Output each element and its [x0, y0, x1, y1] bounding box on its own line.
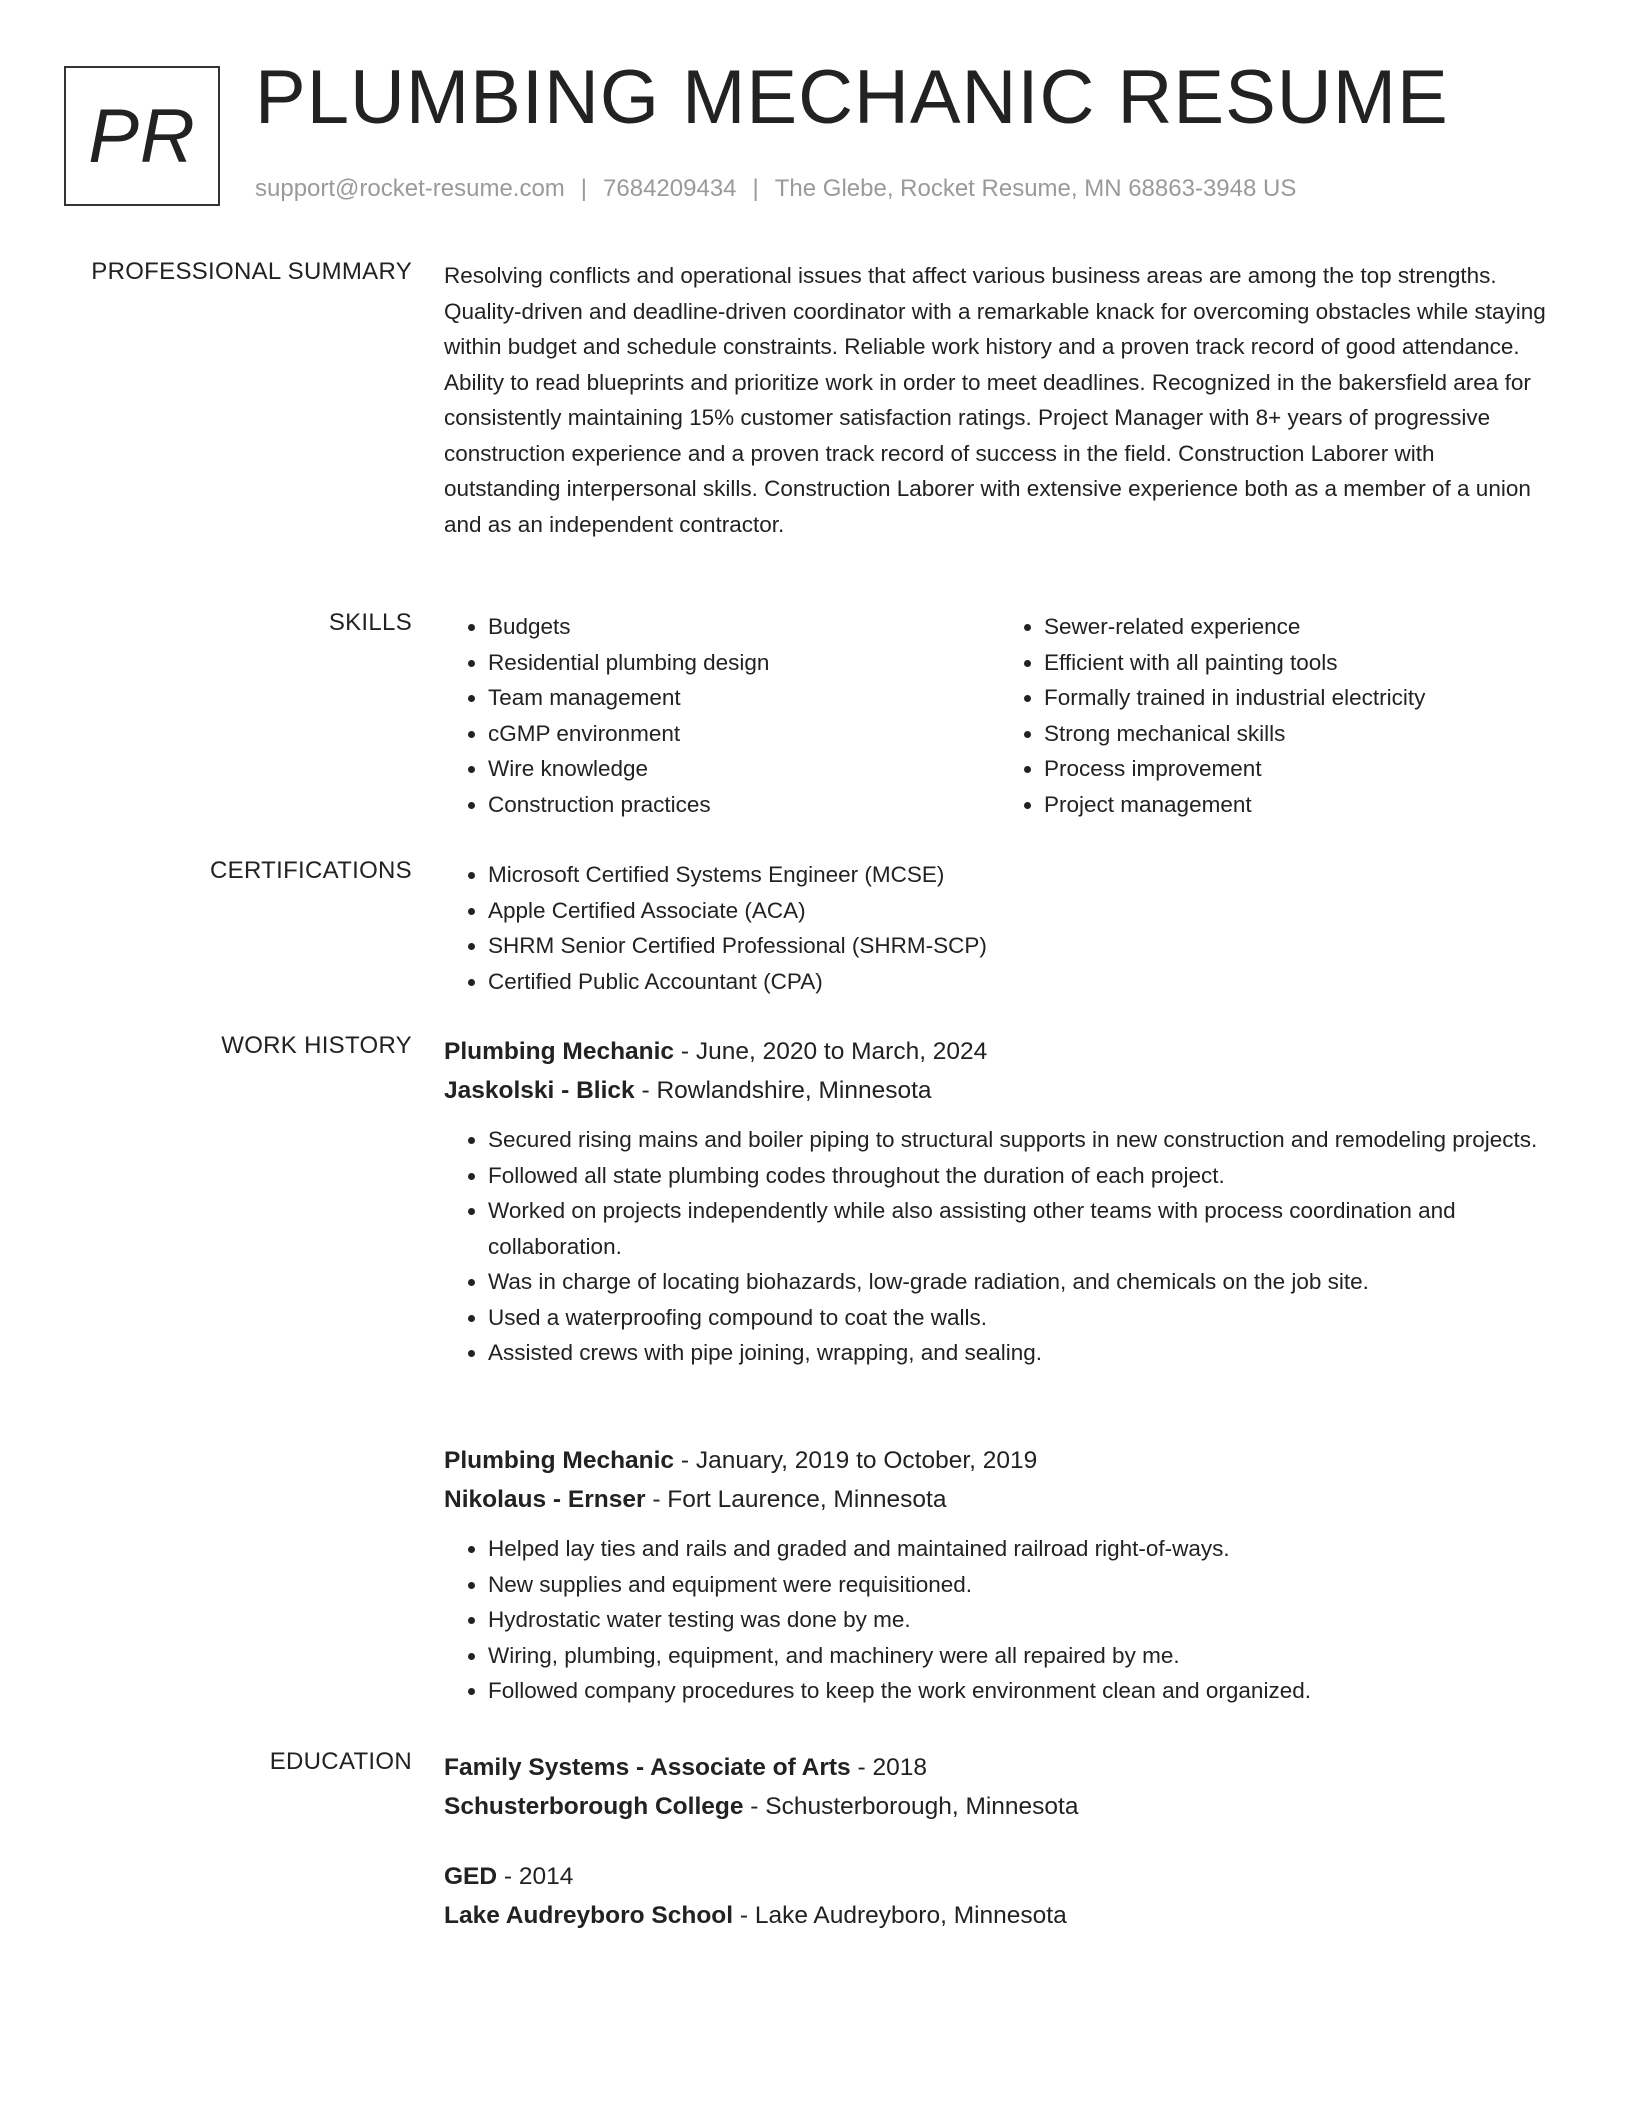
skill-item: • Process improvement [1044, 751, 1556, 787]
job-bullet: • Hydrostatic water testing was done by me. [488, 1602, 1556, 1638]
job-title: Plumbing Mechanic [444, 1038, 675, 1065]
job-bullet: • Was in charge of locating biohazards, low-grade radiation, and chemicals on the job site. [488, 1264, 1556, 1300]
job-bullets [444, 1122, 1556, 1371]
certification-item: • Certified Public Accountant (CPA) [488, 964, 1556, 1000]
resume-title: PLUMBING MECHANIC RESUME [255, 55, 1449, 140]
education-school: Schusterborough College [444, 1793, 744, 1820]
job-company: Jaskolski - Blick [444, 1077, 635, 1104]
education-entry [444, 1857, 1556, 1935]
certification-item: • Apple Certified Associate (ACA) [488, 893, 1556, 929]
education-school: Lake Audreyboro School [444, 1902, 734, 1929]
education-degree-line [444, 1857, 1556, 1896]
section-label-skills: SKILLS [328, 609, 412, 636]
education-degree-line [444, 1748, 1556, 1787]
job-location: - Rowlandshire, Minnesota [634, 1077, 932, 1104]
skills-column-left [444, 609, 1000, 822]
job-bullet: • Helped lay ties and rails and graded and maintained railroad right-of-ways. [488, 1531, 1556, 1567]
job-dates: - June, 2020 to March, 2024 [674, 1038, 988, 1065]
contact-separator: | [580, 175, 588, 202]
skill-item: • cGMP environment [488, 716, 1000, 752]
job-location: - Fort Laurence, Minnesota [645, 1486, 947, 1513]
job-bullet: • Used a waterproofing compound to coat the walls. [488, 1300, 1556, 1336]
job-company-line [444, 1071, 1556, 1110]
job-bullet: • New supplies and equipment were requisitioned. [488, 1567, 1556, 1603]
job-company: Nikolaus - Ernser [444, 1486, 646, 1513]
certification-item: • Microsoft Certified Systems Engineer (MCSE) [488, 857, 1556, 893]
monogram-initials: PR [64, 66, 220, 206]
skill-item: • Project management [1044, 787, 1556, 823]
skill-item: • Strong mechanical skills [1044, 716, 1556, 752]
contact-email[interactable]: support@rocket-resume.com [255, 175, 565, 202]
job-bullet: • Followed all state plumbing codes throughout the duration of each project. [488, 1158, 1556, 1194]
skill-item: • Sewer-related experience [1044, 609, 1556, 645]
summary-text: Resolving conflicts and operational issues that affect various business areas are among the top strengths. Quality-driven and deadline-driven coordinator with a remarkable knack for overcoming obstacles while staying within budget and schedule constraints. Reliable work history and a proven track record of good attendance. Ability to read blueprints and prioritize work in order to meet deadlines. Recognized in the bakersfield area for consistently maintaining 15% customer satisfaction ratings. Project Manager with 8+ years of progressive construction experience and a proven track record of success in the field. Construction Laborer with outstanding interpersonal skills. Construction Laborer with extensive experience both as a member of a union and as an independent contractor. [444, 263, 1546, 537]
job-company-line [444, 1480, 1556, 1519]
job-title-line [444, 1032, 1556, 1071]
certification-item: • SHRM Senior Certified Professional (SHRM-SCP) [488, 928, 1556, 964]
contact-phone[interactable]: 7684209434 [603, 175, 737, 202]
job-entry [444, 1441, 1556, 1709]
job-dates: - January, 2019 to October, 2019 [674, 1447, 1038, 1474]
education-school-line [444, 1896, 1556, 1935]
contact-separator: | [752, 175, 759, 202]
job-entry [444, 1032, 1556, 1371]
skill-item: • Formally trained in industrial electricity [1044, 680, 1556, 716]
education-year: - 2018 [850, 1754, 927, 1781]
education-degree: Family Systems - Associate of Arts [444, 1754, 851, 1781]
skills-list [444, 609, 1556, 822]
education-location: - Lake Audreyboro, Minnesota [733, 1902, 1067, 1929]
contact-address: The Glebe, Rocket Resume, MN 68863-3948 US [774, 175, 1297, 202]
skill-item: • Efficient with all painting tools [1044, 645, 1556, 681]
job-bullet: • Wiring, plumbing, equipment, and machinery were all repaired by me. [488, 1638, 1556, 1674]
contact-line [255, 175, 1296, 203]
job-title: Plumbing Mechanic [444, 1447, 675, 1474]
education-location: - Schusterborough, Minnesota [743, 1793, 1079, 1820]
skill-item: • Team management [488, 680, 1000, 716]
skill-item: • Residential plumbing design [488, 645, 1000, 681]
education-entry [444, 1748, 1556, 1826]
job-bullet: • Followed company procedures to keep the work environment clean and organized. [488, 1673, 1556, 1709]
skill-item: • Budgets [488, 609, 1000, 645]
job-title-line [444, 1441, 1556, 1480]
section-label-education: EDUCATION [269, 1748, 412, 1775]
certifications-list [444, 857, 1556, 999]
education-school-line [444, 1787, 1556, 1826]
skill-item: • Construction practices [488, 787, 1000, 823]
job-bullets [444, 1531, 1556, 1709]
job-bullet: • Assisted crews with pipe joining, wrapping, and sealing. [488, 1335, 1556, 1371]
section-label-summary: PROFESSIONAL SUMMARY [91, 258, 412, 285]
skill-item: • Wire knowledge [488, 751, 1000, 787]
job-bullet: • Worked on projects independently while also assisting other teams with process coordination and collaboration. [488, 1193, 1556, 1264]
education-year: - 2014 [497, 1863, 574, 1890]
education-degree: GED [444, 1863, 498, 1890]
section-label-work-history: WORK HISTORY [221, 1032, 412, 1059]
skills-column-right [1000, 609, 1556, 822]
job-bullet: • Secured rising mains and boiler piping to structural supports in new construction and remodeling projects. [488, 1122, 1556, 1158]
section-label-certifications: CERTIFICATIONS [210, 857, 412, 884]
